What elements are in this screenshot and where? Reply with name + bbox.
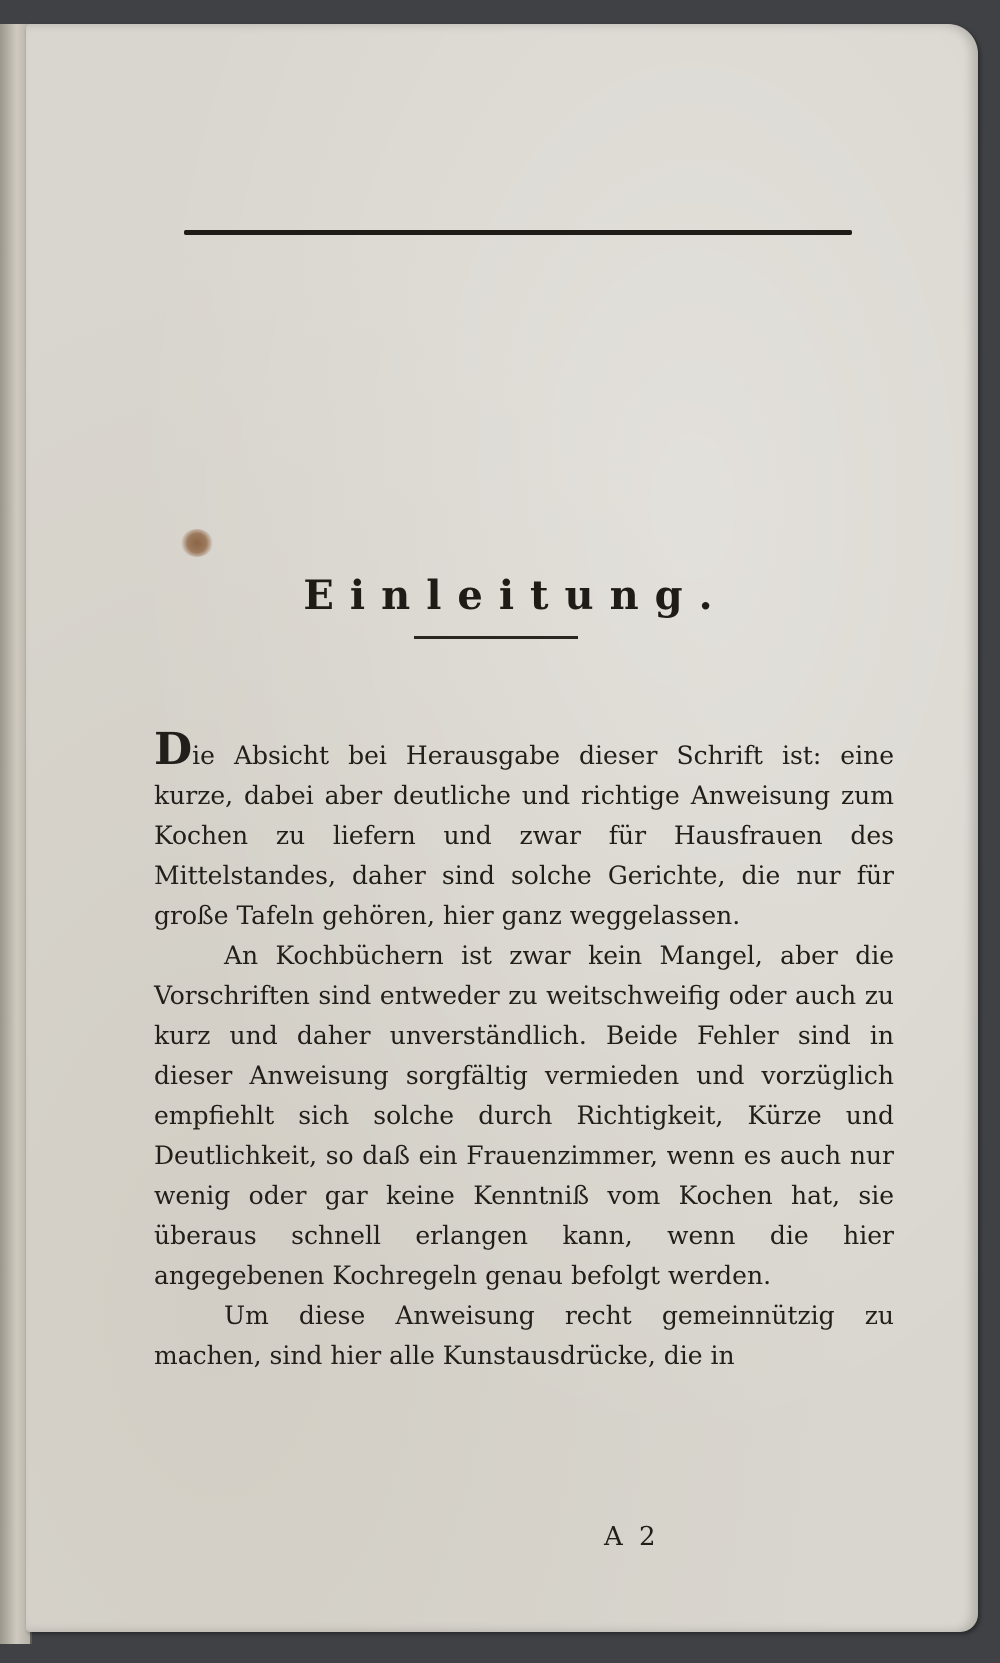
ink-stain bbox=[181, 529, 213, 557]
paragraph-3: Um diese Anweisung recht gemeinnützig zu machen, sind hier alle Kunstausdrücke, die in bbox=[154, 1301, 894, 1370]
paragraph-1 bbox=[154, 724, 894, 936]
drop-cap: D bbox=[154, 724, 193, 775]
paragraph-1-text: ie Absicht bei Herausgabe dieser Schrift ist: eine kurze, dabei aber deutliche und richtige Anweisung zum Kochen zu liefern und zwar für Hausfrauen des Mittelstandes, daher sind solche Gerichte, die nur für große Tafeln gehören, hier ganz weggelassen. bbox=[154, 741, 894, 930]
book-page bbox=[26, 24, 978, 1632]
signature-mark: A 2 bbox=[604, 1522, 660, 1552]
page-heading: Einleitung. bbox=[303, 572, 729, 619]
heading-rule bbox=[414, 636, 578, 639]
paragraph-2: An Kochbüchern ist zwar kein Mangel, aber die Vorschriften sind entweder zu weitschweifig oder auch zu kurz und daher unverständlich. Beide Fehler sind in dieser Anweisung sorgfältig vermieden und vorzüglich empfiehlt sich solche durch Richtigkeit, Kürze und Deutlichkeit, so daß ein Frauenzimmer, wenn es auch nur wenig oder gar keine Kenntniß vom Kochen hat, sie überaus schnell erlangen kann, wenn die hier angegebenen Kochregeln genau befolgt werden. bbox=[154, 941, 894, 1290]
top-rule bbox=[184, 230, 852, 235]
body-text bbox=[154, 724, 894, 1376]
